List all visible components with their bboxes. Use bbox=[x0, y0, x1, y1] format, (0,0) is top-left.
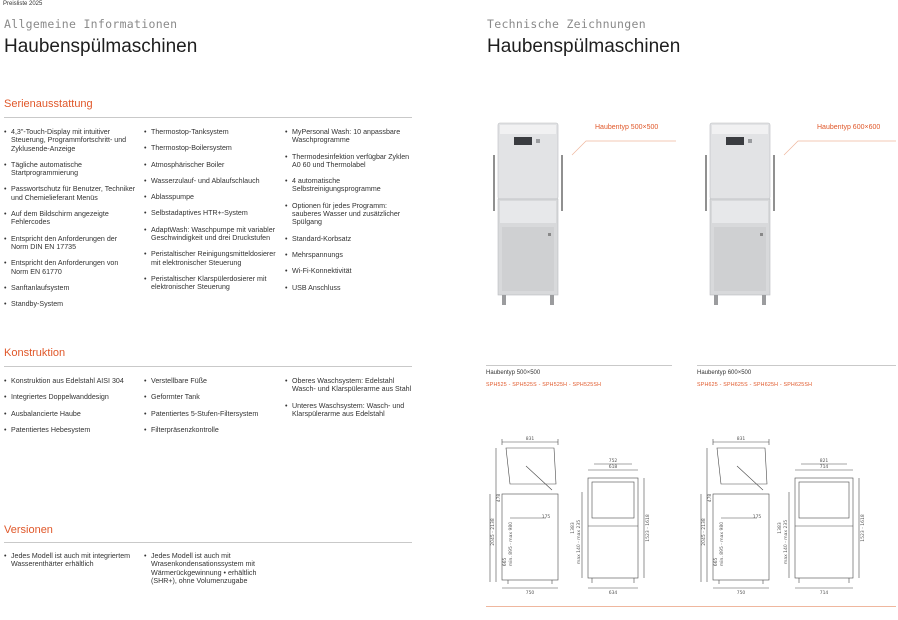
list-item: • Ablasspumpe bbox=[144, 193, 276, 201]
list-item: • Unteres Waschsystem: Wasch- und Klarspülerarme aus Edelstahl bbox=[285, 402, 413, 419]
dim-total: 2045 - 2138 bbox=[491, 518, 496, 546]
technical-drawing-500 bbox=[486, 432, 672, 594]
list-item: • Peristaltischer Reinigungsmitteldosierer mit elektronischer Steuerung bbox=[144, 250, 276, 267]
model-list-500: SPH525 - SPH525S - SPH525H - SPH525SH bbox=[486, 382, 602, 388]
dim-bottom2: 634 bbox=[608, 591, 618, 594]
list-item: • Geformter Tank bbox=[144, 393, 276, 401]
right-page-title: Haubenspülmaschinen bbox=[487, 36, 681, 57]
dim-w1: 752 bbox=[608, 459, 618, 464]
dim-range: max 140 - max 235 bbox=[577, 519, 582, 565]
dim-bottom: 750 bbox=[525, 591, 535, 594]
dim-bottom: 750 bbox=[736, 591, 746, 594]
list-item: • Wasserzulauf- und Ablaufschlauch bbox=[144, 177, 276, 185]
dim-depth: 175 bbox=[541, 515, 551, 520]
technical-drawing-600 bbox=[697, 432, 883, 594]
machine-photo-500 bbox=[494, 123, 562, 305]
dimension-labels bbox=[701, 436, 866, 594]
dim-open: 478 bbox=[497, 493, 502, 503]
dim-cut: min. 895 - max 980 bbox=[720, 521, 725, 567]
list-item: • Ausbalancierte Haube bbox=[4, 410, 136, 418]
dim-top: 831 bbox=[736, 437, 746, 442]
list-item: • Wi-Fi-Konnektivität bbox=[285, 267, 413, 275]
callout-500: Haubentyp 500×500 bbox=[595, 124, 659, 131]
dim-1523: 1523 - 1618 bbox=[861, 514, 866, 542]
list-item: • Jedes Modell ist auch mit Wrasenkondensationssystem mit Wärmerückgewinnung • erhältlich (SHR+), ohne Volumenzugabe bbox=[144, 552, 279, 585]
callout-line bbox=[572, 141, 676, 155]
list-item: • Thermostop-Boilersystem bbox=[144, 144, 276, 152]
dim-1383: 1383 bbox=[778, 522, 783, 534]
dim-665: 665 bbox=[714, 557, 719, 567]
dim-665: 665 bbox=[503, 557, 508, 567]
list-item: • Passwortschutz für Benutzer, Techniker und Chemielieferant Menüs bbox=[4, 185, 136, 202]
list-item: • Sanftanlaufsystem bbox=[4, 284, 136, 292]
list-item: • Entspricht den Anforderungen von Norm EN 61770 bbox=[4, 259, 136, 276]
list-item: • Entspricht den Anforderungen der Norm DIN EN 17735 bbox=[4, 235, 136, 252]
machine-photo-600 bbox=[706, 123, 774, 305]
konstruktion-col2 bbox=[144, 377, 276, 442]
list-item: • Integriertes Doppelwanddesign bbox=[4, 393, 136, 401]
divider bbox=[4, 117, 412, 118]
list-item: • Standby-System bbox=[4, 300, 136, 308]
dim-total: 2045 - 2138 bbox=[702, 518, 707, 546]
list-item: • Filterpräsenzkontrolle bbox=[144, 426, 276, 434]
dim-top: 831 bbox=[525, 437, 535, 442]
section-konstruktion-heading: Konstruktion bbox=[4, 347, 66, 359]
list-item: • Tägliche automatische Startprogrammierung bbox=[4, 161, 136, 178]
list-item: • Konstruktion aus Edelstahl AISI 304 bbox=[4, 377, 136, 385]
list-item: • Mehrspannungs bbox=[285, 251, 413, 259]
list-item: • Thermostop-Tanksystem bbox=[144, 128, 276, 136]
list-item: • Selbstadaptives HTR+-System bbox=[144, 209, 276, 217]
bottom-divider bbox=[486, 606, 896, 607]
dim-range: max 140 - max 235 bbox=[784, 519, 789, 565]
serien-col3 bbox=[285, 128, 413, 300]
list-item: • Patentiertes 5-Stufen-Filtersystem bbox=[144, 410, 276, 418]
model-group-label-600: Haubentyp 600×500 bbox=[697, 370, 752, 376]
versionen-col2 bbox=[144, 552, 279, 593]
list-item: • Auf dem Bildschirm angezeigte Fehlercodes bbox=[4, 210, 136, 227]
konstruktion-col1 bbox=[4, 377, 136, 442]
price-list-label: Preisliste 2025 bbox=[3, 1, 43, 7]
list-item: • Optionen für jedes Programm: sauberes Wasser und zusätzlicher Spülgang bbox=[285, 202, 413, 227]
dimension-labels bbox=[490, 436, 651, 594]
list-item: • Atmosphärischer Boiler bbox=[144, 161, 276, 169]
list-item: • MyPersonal Wash: 10 anpassbare Waschprogramme bbox=[285, 128, 413, 145]
dim-1383: 1383 bbox=[571, 522, 576, 534]
divider bbox=[4, 542, 412, 543]
left-page-title: Haubenspülmaschinen bbox=[4, 36, 198, 57]
list-item: • Standard-Korbsatz bbox=[285, 235, 413, 243]
list-item: • Thermodesinfektion verfügbar Zyklen A0 60 und Thermolabel bbox=[285, 153, 413, 170]
divider bbox=[4, 366, 412, 367]
section-serienausstattung-heading: Serienausstattung bbox=[4, 98, 93, 110]
list-item: • AdaptWash: Waschpumpe mit variabler Geschwindigkeit und drei Druckstufen bbox=[144, 226, 276, 243]
list-item: • Peristaltischer Klarspülerdosierer mit elektronischer Steuerung bbox=[144, 275, 276, 292]
dim-w2: 618 bbox=[608, 465, 618, 470]
right-kicker: Technische Zeichnungen bbox=[487, 17, 646, 31]
dim-depth: 175 bbox=[752, 515, 762, 520]
list-item: • USB Anschluss bbox=[285, 284, 413, 292]
model-list-600: SPH625 - SPH625S - SPH625H - SPH625SH bbox=[697, 382, 813, 388]
dim-w2: 714 bbox=[819, 465, 829, 470]
dim-w1: 821 bbox=[819, 459, 829, 464]
dim-open: 478 bbox=[708, 493, 713, 503]
callout-600: Haubentyp 600×600 bbox=[817, 124, 881, 131]
list-item: • Patentiertes Hebesystem bbox=[4, 426, 136, 434]
list-item: • 4,3"-Touch-Display mit intuitiver Steuerung, Programmfortschritt- und Zyklusende-Anzeige bbox=[4, 128, 136, 153]
machine-photos bbox=[486, 115, 896, 315]
serien-col2 bbox=[144, 128, 276, 300]
list-item: • Jedes Modell ist auch mit integriertem Wasserenthärter erhältlich bbox=[4, 552, 136, 569]
divider bbox=[486, 365, 672, 366]
versionen-col1 bbox=[4, 552, 136, 577]
dim-cut: min. 895 - max 980 bbox=[509, 521, 514, 567]
left-kicker: Allgemeine Informationen bbox=[4, 17, 178, 31]
list-item: • Oberes Waschsystem: Edelstahl Wasch- und Klarspülerarme aus Stahl bbox=[285, 377, 413, 394]
dim-bottom2: 714 bbox=[819, 591, 829, 594]
list-item: • 4 automatische Selbstreinigungsprogramme bbox=[285, 177, 413, 194]
konstruktion-col3 bbox=[285, 377, 413, 426]
callout-line bbox=[784, 141, 896, 155]
serien-col1 bbox=[4, 128, 136, 316]
model-group-label-500: Haubentyp 500×500 bbox=[486, 370, 541, 376]
section-versionen-heading: Versionen bbox=[4, 524, 53, 536]
list-item: • Verstellbare Füße bbox=[144, 377, 276, 385]
dim-1523: 1523 - 1618 bbox=[646, 514, 651, 542]
divider bbox=[697, 365, 896, 366]
